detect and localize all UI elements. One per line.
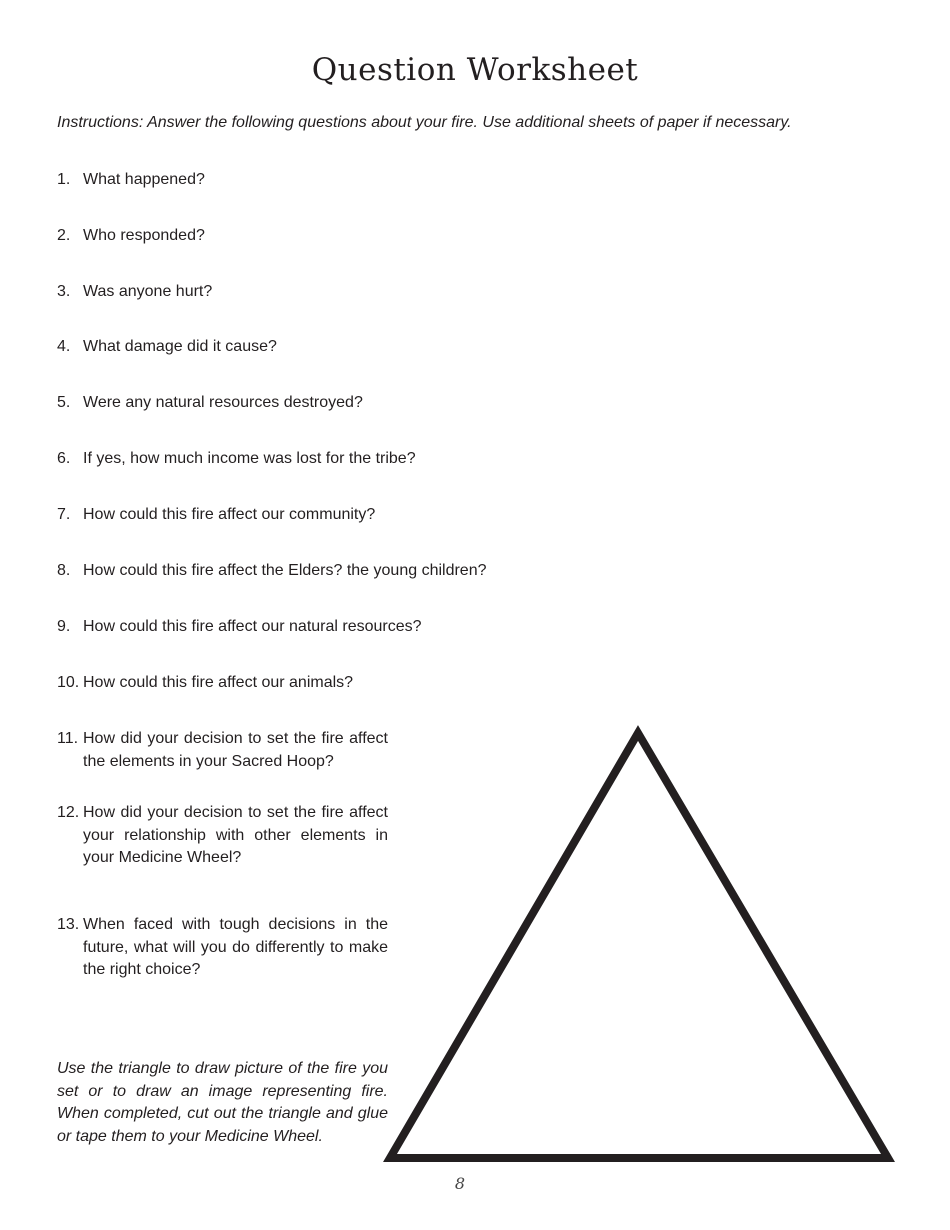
question-text: If yes, how much income was lost for the tribe? [83, 450, 416, 467]
question-number: 3. [57, 283, 71, 300]
question-text: How could this fire affect our animals? [83, 674, 354, 691]
question-number: 5. [57, 394, 71, 411]
question-number: 13. [57, 916, 80, 933]
question-text: Who responded? [83, 227, 205, 244]
triangle-instructions: Use the triangle to draw picture of the fire you set or to draw an image representing fire. When completed, cut out the triangle and glue or tape them to your Medicine Wheel. [57, 1060, 388, 1145]
instructions: Instructions: Answer the following questions about your fire. Use additional sheets of paper if necessary. [57, 114, 792, 131]
question-text: How could this fire affect our natural resources? [83, 618, 422, 635]
question-text: How could this fire affect the Elders? the young children? [83, 562, 487, 579]
question-number: 7. [57, 506, 71, 523]
question-number: 9. [57, 618, 71, 635]
question-text: When faced with tough decisions in the future, what will you do differently to make the right choice? [83, 916, 388, 978]
question-text: What happened? [83, 171, 205, 188]
question-text: How did your decision to set the fire affect your relationship with other elements in your Medicine Wheel? [83, 804, 388, 866]
question-number: 6. [57, 450, 71, 467]
question-number: 8. [57, 562, 71, 579]
question-text: How did your decision to set the fire affect the elements in your Sacred Hoop? [83, 730, 388, 770]
question-text: Was anyone hurt? [83, 283, 213, 300]
triangle-outline [390, 733, 888, 1158]
question-text: How could this fire affect our community? [83, 506, 376, 523]
drawing-triangle [380, 720, 900, 1170]
question-number: 2. [57, 227, 71, 244]
question-number: 4. [57, 338, 71, 355]
page-title: Question Worksheet [311, 52, 639, 88]
page-number: 8 [454, 1174, 466, 1193]
question-number: 12. [57, 804, 80, 821]
question-text: Were any natural resources destroyed? [83, 394, 363, 411]
question-number: 10. [57, 674, 80, 691]
question-number: 1. [57, 171, 71, 188]
question-number: 11. [57, 730, 79, 747]
question-text: What damage did it cause? [83, 338, 277, 355]
